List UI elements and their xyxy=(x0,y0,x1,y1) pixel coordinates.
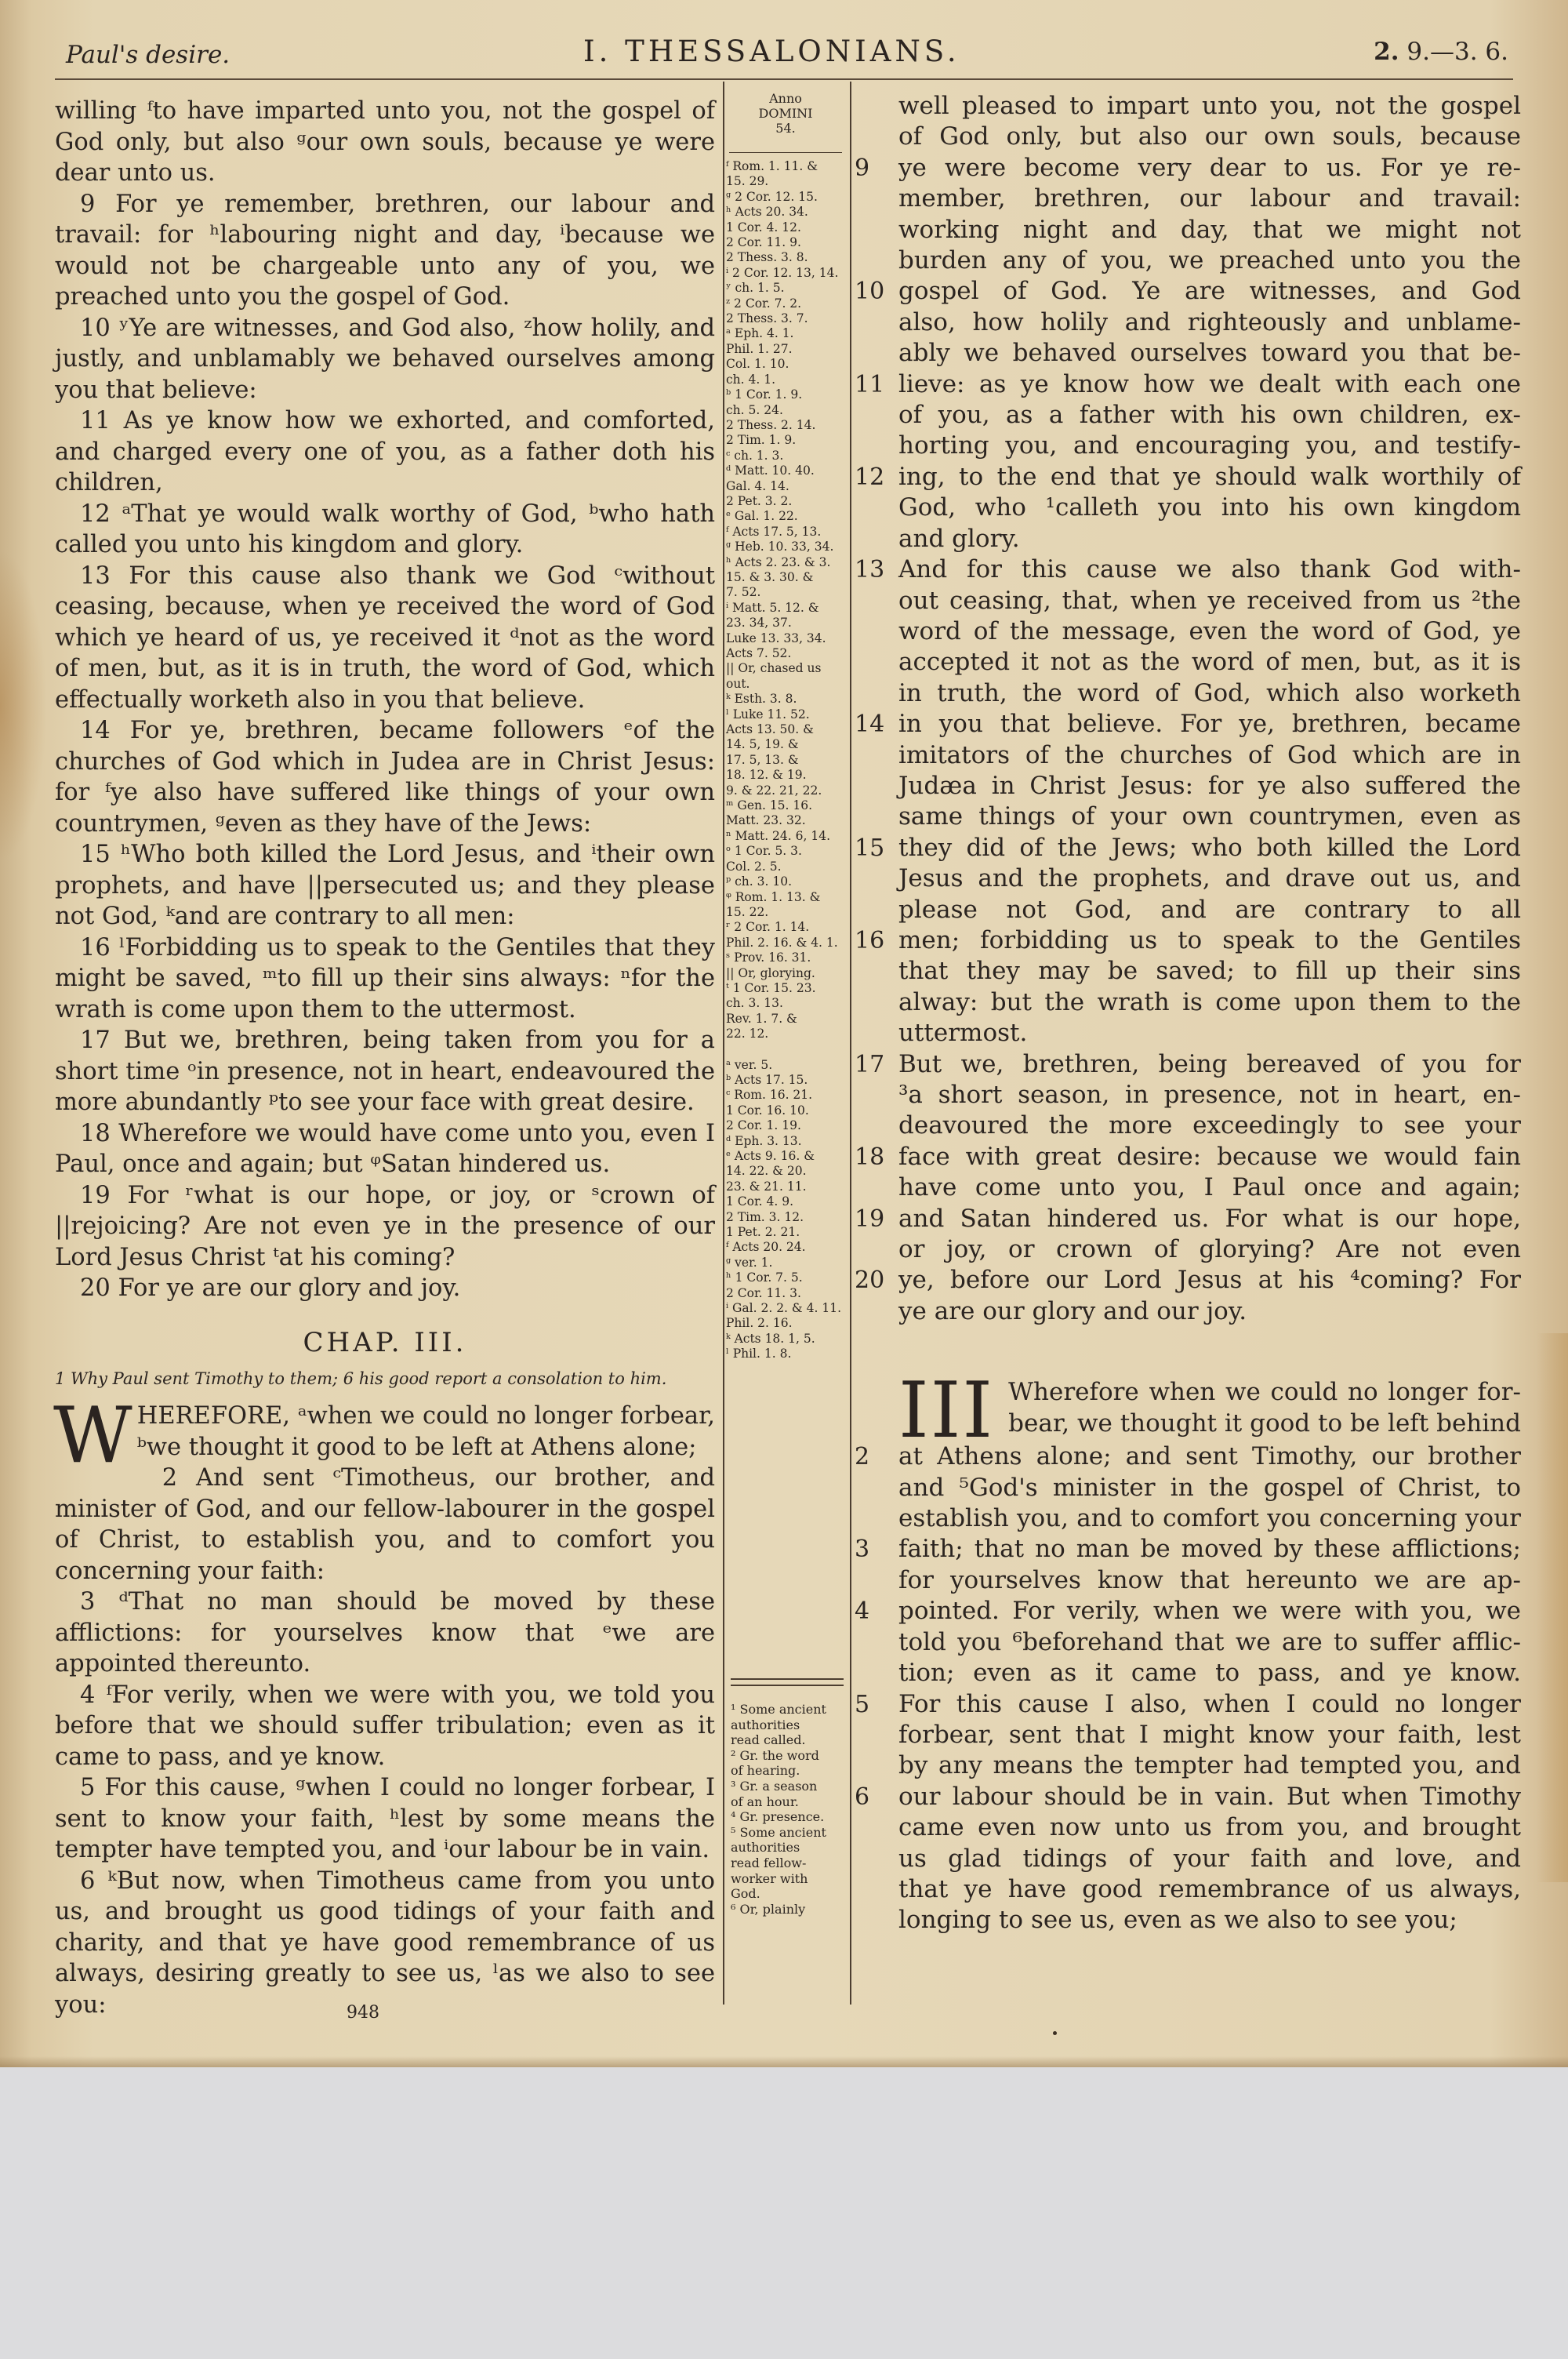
verse: 4 ᶠFor verily, when we were with you, we told you before that we should suffer tribulation; even as it came to pass, and ye know. xyxy=(55,1681,715,1771)
footnote-line: God. xyxy=(731,1886,760,1902)
page-bottom-edge xyxy=(0,2056,1568,2067)
verse-number: 19 xyxy=(855,1205,885,1233)
rv-line xyxy=(855,1296,1521,1327)
rv-line xyxy=(855,987,1521,1018)
rv-line-text: ye are our glory and our joy. xyxy=(898,1296,1247,1325)
rv-line-text: face with great desire: because we would fain xyxy=(898,1142,1521,1171)
margin-reference: ᵠ Rom. 1. 13. & xyxy=(726,889,821,904)
rv-line-text: imitators of the churches of God which are in xyxy=(898,740,1521,769)
column-divider-left xyxy=(723,82,724,2005)
rv-line-text: ³a short season, in presence, not in heart, en- xyxy=(898,1081,1521,1109)
margin-reference: ᵍ ver. 1. xyxy=(726,1255,773,1270)
rv-line xyxy=(855,91,1521,122)
rv-line-text: ye were become very dear to us. For ye re- xyxy=(898,153,1521,182)
running-header xyxy=(66,35,1508,78)
verse-number: 16 xyxy=(855,926,885,954)
verse-number: 18 xyxy=(855,1143,885,1171)
margin-reference: ʰ 1 Cor. 7. 5. xyxy=(726,1270,803,1285)
verse: 17 But we, brethren, being taken from you for a short time ᵒin presence, not in heart, endeavoured the more abundantly ᵖto see your face with great desire. xyxy=(55,1027,715,1116)
rv-line xyxy=(855,647,1521,678)
rv-line xyxy=(855,1844,1521,1874)
header-book-title: I. THESSALONIANS. xyxy=(583,35,960,68)
margin-reference: ᶠ Rom. 1. 11. & xyxy=(726,159,818,173)
margin-reference: 2 Tim. 1. 9. xyxy=(726,433,797,448)
margin-reference: 18. 12. & 19. xyxy=(726,768,807,783)
margin-reference: 22. 12. xyxy=(726,1027,769,1041)
margin-reference: 2 Pet. 3. 2. xyxy=(726,493,793,508)
revised-version-column xyxy=(855,91,1521,1936)
margin-reference: ʸ ch. 1. 5. xyxy=(726,281,785,296)
margin-reference: ᵗ 1 Cor. 15. 23. xyxy=(726,980,816,995)
footnote-line: worker with xyxy=(731,1870,808,1886)
verse: 5 For this cause, ᵍwhen I could no longer forbear, I sent to know your faith, ʰlest by some means the tempter have tempted you, and ⁱour labour be in vain. xyxy=(55,1774,715,1863)
rv-line xyxy=(855,895,1521,925)
footnote-line: ⁴ Gr. presence. xyxy=(731,1809,825,1825)
verse: 15 ʰWho both killed the Lord Jesus, and ⁱtheir own prophets, and have ||persecuted us; and they please not God, ᵏand are contrary to all men: xyxy=(55,841,715,930)
rv-line-text: establish you, and to comfort you concerning your xyxy=(898,1504,1521,1533)
header-reference xyxy=(1374,38,1508,66)
rv-line-text: in truth, the word of God, which also worketh xyxy=(898,678,1521,707)
rv-line xyxy=(855,1142,1521,1172)
rv-line-text: or joy, or crown of glorying? Are not even xyxy=(898,1235,1521,1264)
rv-line-text: at Athens alone; and sent Timothy, our brother xyxy=(898,1442,1521,1471)
rv-line-text: by any means the tempter had tempted you, and xyxy=(898,1751,1521,1780)
verse-number: 5 xyxy=(855,1690,870,1718)
margin-reference: ᶜ Rom. 16. 21. xyxy=(726,1088,813,1103)
rv-line-text: accepted it not as the word of men, but, as it is xyxy=(898,648,1521,677)
rv-line xyxy=(855,1080,1521,1110)
rv-line: bear, we thought it good to be left behind xyxy=(1008,1408,1521,1438)
margin-reference: ᵈ Matt. 10. 40. xyxy=(726,463,815,478)
margin-reference: ᵇ 1 Cor. 1. 9. xyxy=(726,387,803,402)
verse-number: 15 xyxy=(855,834,885,862)
margin-reference: Gal. 4. 14. xyxy=(726,478,789,493)
margin-reference: ᵏ Esth. 3. 8. xyxy=(726,692,797,707)
rv-line xyxy=(855,215,1521,245)
footnote-line: ⁶ Or, plainly xyxy=(731,1901,806,1917)
margin-reference: 15. 22. xyxy=(726,904,769,919)
rv-line-text: came even now unto us from you, and brought xyxy=(898,1813,1521,1842)
margin-reference: Col. 1. 10. xyxy=(726,357,789,372)
rv-line-text: For this cause I also, when I could no longer xyxy=(898,1689,1521,1718)
margin-reference: ᵐ Gen. 15. 16. xyxy=(726,798,813,813)
rv-line-text: have come unto you, I Paul once and again; xyxy=(898,1173,1521,1202)
margin-reference: ˡ Phil. 1. 8. xyxy=(726,1347,792,1361)
rv-line-text: out ceasing, that, when ye received from us ²the xyxy=(898,586,1521,615)
rv-line-text: And for this cause we also thank God with- xyxy=(898,555,1521,584)
verse: 20 For ye are our glory and joy. xyxy=(80,1274,461,1302)
chapter-3-verses xyxy=(55,1463,715,2020)
verse: 18 Wherefore we would have come unto you, even I Paul, once and again; but ᵠSatan hindered us. xyxy=(55,1119,715,1178)
rv-line-text: ye, before our Lord Jesus at his ⁴coming? For xyxy=(898,1266,1521,1295)
rv-line xyxy=(855,863,1521,894)
rv-line: Wherefore when we could no longer for- xyxy=(1008,1378,1521,1407)
verse: 9 For ye remember, brethren, our labour and travail: for ʰlabouring night and day, ⁱbecause we would not be chargeable unto any of you, we preached unto you the gospel of God. xyxy=(55,190,715,311)
rv-line xyxy=(855,1204,1521,1234)
rv-line xyxy=(855,616,1521,647)
anno-label: Anno xyxy=(769,91,802,106)
anno-rule xyxy=(729,152,842,153)
rv-line-text: and ⁵God's minister in the gospel of Christ, to xyxy=(898,1473,1521,1502)
margin-reference: ch. 4. 1. xyxy=(726,372,776,387)
margin-reference: Phil. 2. 16. & 4. 1. xyxy=(726,935,838,950)
verse-number: 13 xyxy=(855,556,885,584)
rv-line-text: Judæa in Christ Jesus: for ye also suffered the xyxy=(898,771,1521,800)
rv-line-text: gospel of God. Ye are witnesses, and God xyxy=(898,277,1521,306)
rv-line xyxy=(855,1110,1521,1141)
rv-line-text: and glory. xyxy=(898,524,1020,553)
verse: willing ᶠto have imparted unto you, not the gospel of God only, but also ᵍour own souls, because ye were dear unto us. xyxy=(55,97,715,187)
margin-reference: ᶻ 2 Cor. 7. 2. xyxy=(726,296,802,311)
rv-line-text: please not God, and are contrary to all xyxy=(898,895,1521,924)
rv-line xyxy=(855,245,1521,276)
rv-line-text: for yourselves know that hereunto we are ap- xyxy=(898,1565,1521,1594)
rv-line-text: our labour should be in vain. But when Timothy xyxy=(898,1782,1521,1811)
rv-line xyxy=(855,462,1521,493)
rv-line xyxy=(855,122,1521,152)
rv-line xyxy=(855,369,1521,400)
margin-reference: ᵖ ch. 3. 10. xyxy=(726,874,793,889)
rv-line-text: men; forbidding us to speak to the Gentiles xyxy=(898,925,1521,954)
verse-number: 20 xyxy=(855,1267,885,1295)
rv-line xyxy=(855,771,1521,801)
margin-references xyxy=(726,91,845,1362)
rv-line-text: well pleased to impart unto you, not the gospel xyxy=(898,92,1521,120)
verse-number: 17 xyxy=(855,1050,885,1078)
margin-reference: 7. 52. xyxy=(726,585,761,600)
margin-reference: ⁱ Gal. 2. 2. & 4. 11. xyxy=(726,1301,842,1316)
margin-reference: 1 Cor. 4. 9. xyxy=(726,1194,794,1209)
verse-number: 14 xyxy=(855,711,885,739)
footnote-line: read called. xyxy=(731,1732,806,1748)
page-number: 948 xyxy=(347,2003,379,2023)
rv-line-text: also, how holily and righteously and unblame- xyxy=(898,307,1521,336)
margin-reference: ʰ Acts 20. 34. xyxy=(726,205,808,220)
margin-reference: Acts 7. 52. xyxy=(726,646,792,660)
margin-reference: ᵏ Acts 18. 1, 5. xyxy=(726,1331,815,1346)
drop-cap: W xyxy=(53,1391,132,1481)
verse-number: 9 xyxy=(855,154,870,182)
rv-line xyxy=(855,1689,1521,1720)
margin-reference: ᵉ Acts 9. 16. & xyxy=(726,1149,815,1163)
anno-year: 54. xyxy=(775,121,796,136)
footnote-line: authorities xyxy=(731,1717,800,1732)
rv-line xyxy=(855,338,1521,369)
margin-reference: ᶠ Acts 20. 24. xyxy=(726,1240,806,1255)
margin-reference: ⁿ Matt. 24. 6, 14. xyxy=(726,828,830,843)
footnote-rule xyxy=(731,1685,844,1686)
margin-reference: ˢ Prov. 16. 31. xyxy=(726,951,811,965)
verse: 3 ᵈThat no man should be moved by these afflictions: for yourselves know that ᵉwe are appointed thereunto. xyxy=(55,1588,715,1677)
page-stain xyxy=(0,549,47,863)
margin-reference: 2 Tim. 3. 12. xyxy=(726,1209,804,1224)
margin-reference: ᵈ Eph. 3. 13. xyxy=(726,1133,802,1148)
verse-number: 11 xyxy=(855,370,885,398)
margin-reference: Phil. 1. 27. xyxy=(726,341,793,356)
margin-reference: 23. 34, 37. xyxy=(726,616,792,631)
margin-reference: ˡ Luke 11. 52. xyxy=(726,707,810,722)
rv-line-text: ing, to the end that ye should walk worthily of xyxy=(898,462,1521,491)
verse: 12 ᵃThat ye would walk worthy of God, ᵇwho hath called you unto his kingdom and glory. xyxy=(55,500,715,558)
chapter-2-verses xyxy=(55,96,715,1304)
rv-line xyxy=(855,1658,1521,1688)
footnote-line: of an hour. xyxy=(731,1794,799,1809)
margin-reference: 14. 5, 19. & xyxy=(726,737,799,752)
margin-reference: 17. 5, 13. & xyxy=(726,752,799,767)
rv-chapter-3-opening xyxy=(855,1377,1521,1441)
rv-line xyxy=(855,956,1521,987)
footnote-line: of hearing. xyxy=(731,1763,800,1779)
rv-line-text: faith; that no man be moved by these afflictions; xyxy=(898,1535,1521,1564)
rv-line xyxy=(855,1874,1521,1905)
verse-number: 3 xyxy=(855,1536,870,1564)
margin-reference: 15. & 3. 30. & xyxy=(726,569,814,584)
verse: 13 For this cause also thank we God ᶜwithout ceasing, because, when ye received the word of God which ye heard of us, ye received it ᵈnot as the word of men, but, as it is in truth, the word of God, which effectually worketh also in you that believe. xyxy=(55,562,715,714)
margin-reference: Acts 13. 50. & xyxy=(726,722,814,737)
rv-line-text: ably we behaved ourselves toward you that be- xyxy=(898,339,1521,368)
margin-reference: ᵇ Acts 17. 15. xyxy=(726,1072,808,1087)
footnote-line: ⁵ Some ancient xyxy=(731,1824,826,1840)
margin-reference: Col. 2. 5. xyxy=(726,859,782,874)
margin-reference: 2 Thess. 3. 8. xyxy=(726,250,808,265)
rv-line-text: of God only, but also our own souls, because xyxy=(898,122,1521,151)
rv-line-text: member, brethren, our labour and travail: xyxy=(898,184,1521,213)
margin-reference: 2 Cor. 11. 9. xyxy=(726,235,801,250)
rv-line xyxy=(855,678,1521,709)
rv-line xyxy=(855,1473,1521,1503)
rv-line-text: longing to see us, even as we also to see you; xyxy=(898,1906,1457,1935)
header-chapter: 2. xyxy=(1374,38,1399,66)
footnote-line: read fellow- xyxy=(731,1855,807,1870)
margin-reference: Rev. 1. 7. & xyxy=(726,1011,797,1026)
rv-line xyxy=(855,1565,1521,1596)
rv-line-text: that they may be saved; to fill up their sins xyxy=(898,957,1521,986)
margin-reference: 1 Pet. 2. 21. xyxy=(726,1225,800,1240)
margin-reference: 1 Cor. 16. 10. xyxy=(726,1103,809,1118)
verse: 19 For ʳwhat is our hope, or joy, or ˢcrown of ||rejoicing? Are not even ye in the presence of our Lord Jesus Christ ᵗat his coming? xyxy=(55,1181,715,1271)
verse: 2 And sent ᶜTimotheus, our brother, and minister of God, and our fellow-labourer in the gospel of Christ, to establish you, and to comfort you concerning your faith: xyxy=(55,1464,715,1585)
verse-number: 10 xyxy=(855,278,885,306)
verse-number: 12 xyxy=(855,463,885,491)
rv-line-text: same things of your own countrymen, even as xyxy=(898,802,1521,831)
margin-reference: ch. 3. 13. xyxy=(726,996,783,1011)
rv-line xyxy=(855,740,1521,771)
rv-line-text: uttermost. xyxy=(898,1019,1028,1048)
margin-reference: 2 Cor. 11. 3. xyxy=(726,1285,801,1300)
margin-reference: 2 Cor. 1. 19. xyxy=(726,1118,801,1133)
rv-line xyxy=(855,1049,1521,1080)
rv-line-text: burden any of you, we preached unto you the xyxy=(898,246,1521,275)
rv-line xyxy=(855,1720,1521,1750)
rv-line xyxy=(855,801,1521,832)
margin-reference: 15. 29. xyxy=(726,174,769,189)
margin-reference: 1 Cor. 4. 12. xyxy=(726,220,801,234)
rv-line-text: and Satan hindered us. For what is our hope, xyxy=(898,1204,1521,1233)
rv-line xyxy=(855,1596,1521,1627)
rv-line-text: of you, as a father with his own children, ex- xyxy=(898,401,1521,430)
rv-line-text: Jesus and the prophets, and drave out us, and xyxy=(898,864,1521,893)
rv-line-text: that ye have good remembrance of us always, xyxy=(898,1874,1521,1903)
rv-line xyxy=(855,1782,1521,1812)
rv-line-text: told you ⁶beforehand that we are to suffer afflic- xyxy=(898,1627,1521,1656)
references-chapter-3 xyxy=(726,1058,845,1362)
rv-line xyxy=(855,1905,1521,1936)
rv-chapter-2-lines xyxy=(855,91,1521,1327)
rv-line-text: word of the message, even the word of God, ye xyxy=(898,616,1521,645)
rv-line xyxy=(855,1750,1521,1781)
column-divider-right xyxy=(850,82,851,2005)
margin-reference: || Or, chased us xyxy=(726,661,822,676)
verse-number: 6 xyxy=(855,1783,870,1811)
rv-line-text: in you that believe. For ye, brethren, became xyxy=(898,710,1521,739)
margin-reference: ⁱ Matt. 5. 12. & xyxy=(726,600,819,615)
margin-reference: Phil. 2. 16. xyxy=(726,1316,793,1331)
rv-line xyxy=(855,1627,1521,1658)
rv-line-text: lieve: as ye know how we dealt with each one xyxy=(898,369,1521,398)
chapter-summary: 1 Why Paul sent Timothy to them; 6 his good report a consolation to him. xyxy=(55,1369,667,1388)
rv-line-text: pointed. For verily, when we were with you, we xyxy=(898,1597,1521,1626)
margin-reference: 9. & 22. 21, 22. xyxy=(726,783,822,798)
rv-line xyxy=(855,431,1521,461)
verse-number: 4 xyxy=(855,1598,870,1626)
header-range: 9.—3. 6. xyxy=(1406,38,1508,66)
verse: 11 As ye know how we exhorted, and comforted, and charged every one of you, as a father doth his children, xyxy=(55,407,715,496)
rv-line xyxy=(855,925,1521,956)
rv-line-text: alway: but the wrath is come upon them to the xyxy=(898,987,1521,1016)
rv-line xyxy=(855,184,1521,214)
anno-domini xyxy=(726,91,845,149)
margin-reference: ʳ 2 Cor. 1. 14. xyxy=(726,920,810,935)
rv-line xyxy=(855,1441,1521,1472)
rv-line xyxy=(855,1503,1521,1534)
margin-reference: ᵒ 1 Cor. 5. 3. xyxy=(726,844,802,859)
footnote-line: authorities xyxy=(731,1840,800,1856)
rv-line-text: working night and day, that we might not xyxy=(898,215,1521,244)
margin-reference: ᶜ ch. 1. 3. xyxy=(726,448,784,463)
anno-domini-label: DOMINI xyxy=(758,106,813,121)
rv-line xyxy=(855,1265,1521,1296)
chapter-gap xyxy=(855,1327,1521,1377)
references-chapter-2 xyxy=(726,159,845,1042)
footnote-line: ² Gr. the word xyxy=(731,1747,819,1763)
rv-line xyxy=(855,153,1521,184)
rv-line-text: tion; even as it came to pass, and ye know. xyxy=(898,1659,1521,1688)
verse: 10 ʸYe are witnesses, and God also, ᶻhow holily, and justly, and unblamably we behaved ourselves among you that believe: xyxy=(55,314,715,404)
rv-line-text: they did of the Jews; who both killed the Lord xyxy=(898,833,1521,862)
footnote-rule xyxy=(731,1678,844,1680)
rv-line xyxy=(855,709,1521,740)
margin-reference: ᵃ ver. 5. xyxy=(726,1057,773,1072)
rv-line xyxy=(855,1018,1521,1049)
margin-reference: out. xyxy=(726,676,750,691)
margin-reference: ⁱ 2 Cor. 12. 13, 14. xyxy=(726,265,839,280)
header-rule xyxy=(55,78,1513,80)
rv-line xyxy=(855,1234,1521,1265)
margin-reference: Matt. 23. 32. xyxy=(726,813,806,828)
rv-line xyxy=(855,493,1521,523)
margin-reference: || Or, glorying. xyxy=(726,965,815,980)
chapter-numeral: III xyxy=(898,1377,995,1442)
verse xyxy=(53,1391,715,1481)
margin-reference: ᵉ Gal. 1. 22. xyxy=(726,509,798,524)
margin-reference: 14. 22. & 20. xyxy=(726,1164,807,1179)
margin-reference: ʰ Acts 2. 23. & 3. xyxy=(726,554,831,569)
margin-reference: ᵍ 2 Cor. 12. 15. xyxy=(726,189,818,204)
header-left: Paul's desire. xyxy=(66,41,230,69)
ink-dot xyxy=(1053,2031,1057,2035)
verse: 6 ᵏBut now, when Timotheus came from you unto us, and brought us good tidings of your faith and charity, and that ye have good remembrance of us always, desiring greatly to see us, ˡas we also to see you: xyxy=(55,1866,715,2019)
rv-line xyxy=(855,833,1521,863)
rv-chapter-3-lines xyxy=(855,1441,1521,1936)
rv-line-text: us glad tidings of your faith and love, and xyxy=(898,1844,1521,1873)
verse: 16 ˡForbidding us to speak to the Gentiles that they might be saved, ᵐto fill up their sins always: ⁿfor the wrath is come upon them to the uttermost. xyxy=(55,933,715,1023)
margin-reference: ch. 5. 24. xyxy=(726,402,783,417)
rv-line xyxy=(855,1172,1521,1203)
margin-reference: 2 Thess. 3. 7. xyxy=(726,311,808,326)
rv-line-text: God, who ¹calleth you into his own kingdom xyxy=(898,493,1521,522)
verse-number: 2 xyxy=(855,1443,870,1471)
authorized-version-column xyxy=(55,96,715,2020)
rv-line xyxy=(855,554,1521,585)
margin-reference: Luke 13. 33, 34. xyxy=(726,631,826,645)
margin-reference: ᵃ Eph. 4. 1. xyxy=(726,326,794,341)
page-stain xyxy=(1537,1333,1568,1882)
verse-text: HEREFORE, ᵃwhen we could no longer forbear, ᵇwe thought it good to be left at Athens alone; xyxy=(136,1402,715,1461)
rv-line-text: But we, brethren, being bereaved of you for xyxy=(898,1049,1521,1078)
footnote-line: ¹ Some ancient xyxy=(731,1702,826,1717)
rv-line-text: forbear, sent that I might know your faith, lest xyxy=(898,1720,1521,1749)
rv-line xyxy=(855,400,1521,431)
rv-line xyxy=(855,586,1521,616)
rv-line xyxy=(855,276,1521,307)
chapter-heading: CHAP. III. xyxy=(303,1326,467,1358)
rv-line xyxy=(855,307,1521,338)
margin-reference: ᵍ Heb. 10. 33, 34. xyxy=(726,540,834,554)
revised-version-footnotes xyxy=(731,1702,847,1917)
footnote-line: ³ Gr. a season xyxy=(731,1778,818,1794)
margin-reference: 2 Thess. 2. 14. xyxy=(726,417,816,432)
rv-line xyxy=(855,1812,1521,1843)
verse: 14 For ye, brethren, became followers ᵉof the churches of God which in Judea are in Christ Jesus: for ᶠye also have suffered like things of your own countrymen, ᵍeven as they have of the Jews: xyxy=(55,717,715,838)
margin-reference: ᶠ Acts 17. 5, 13. xyxy=(726,524,822,539)
margin-reference: 23. & 21. 11. xyxy=(726,1179,807,1194)
rv-line-text: horting you, and encouraging you, and testify- xyxy=(898,431,1521,460)
rv-line xyxy=(855,1534,1521,1565)
rv-line-text: deavoured the more exceedingly to see your xyxy=(898,1111,1521,1140)
rv-line xyxy=(855,524,1521,554)
